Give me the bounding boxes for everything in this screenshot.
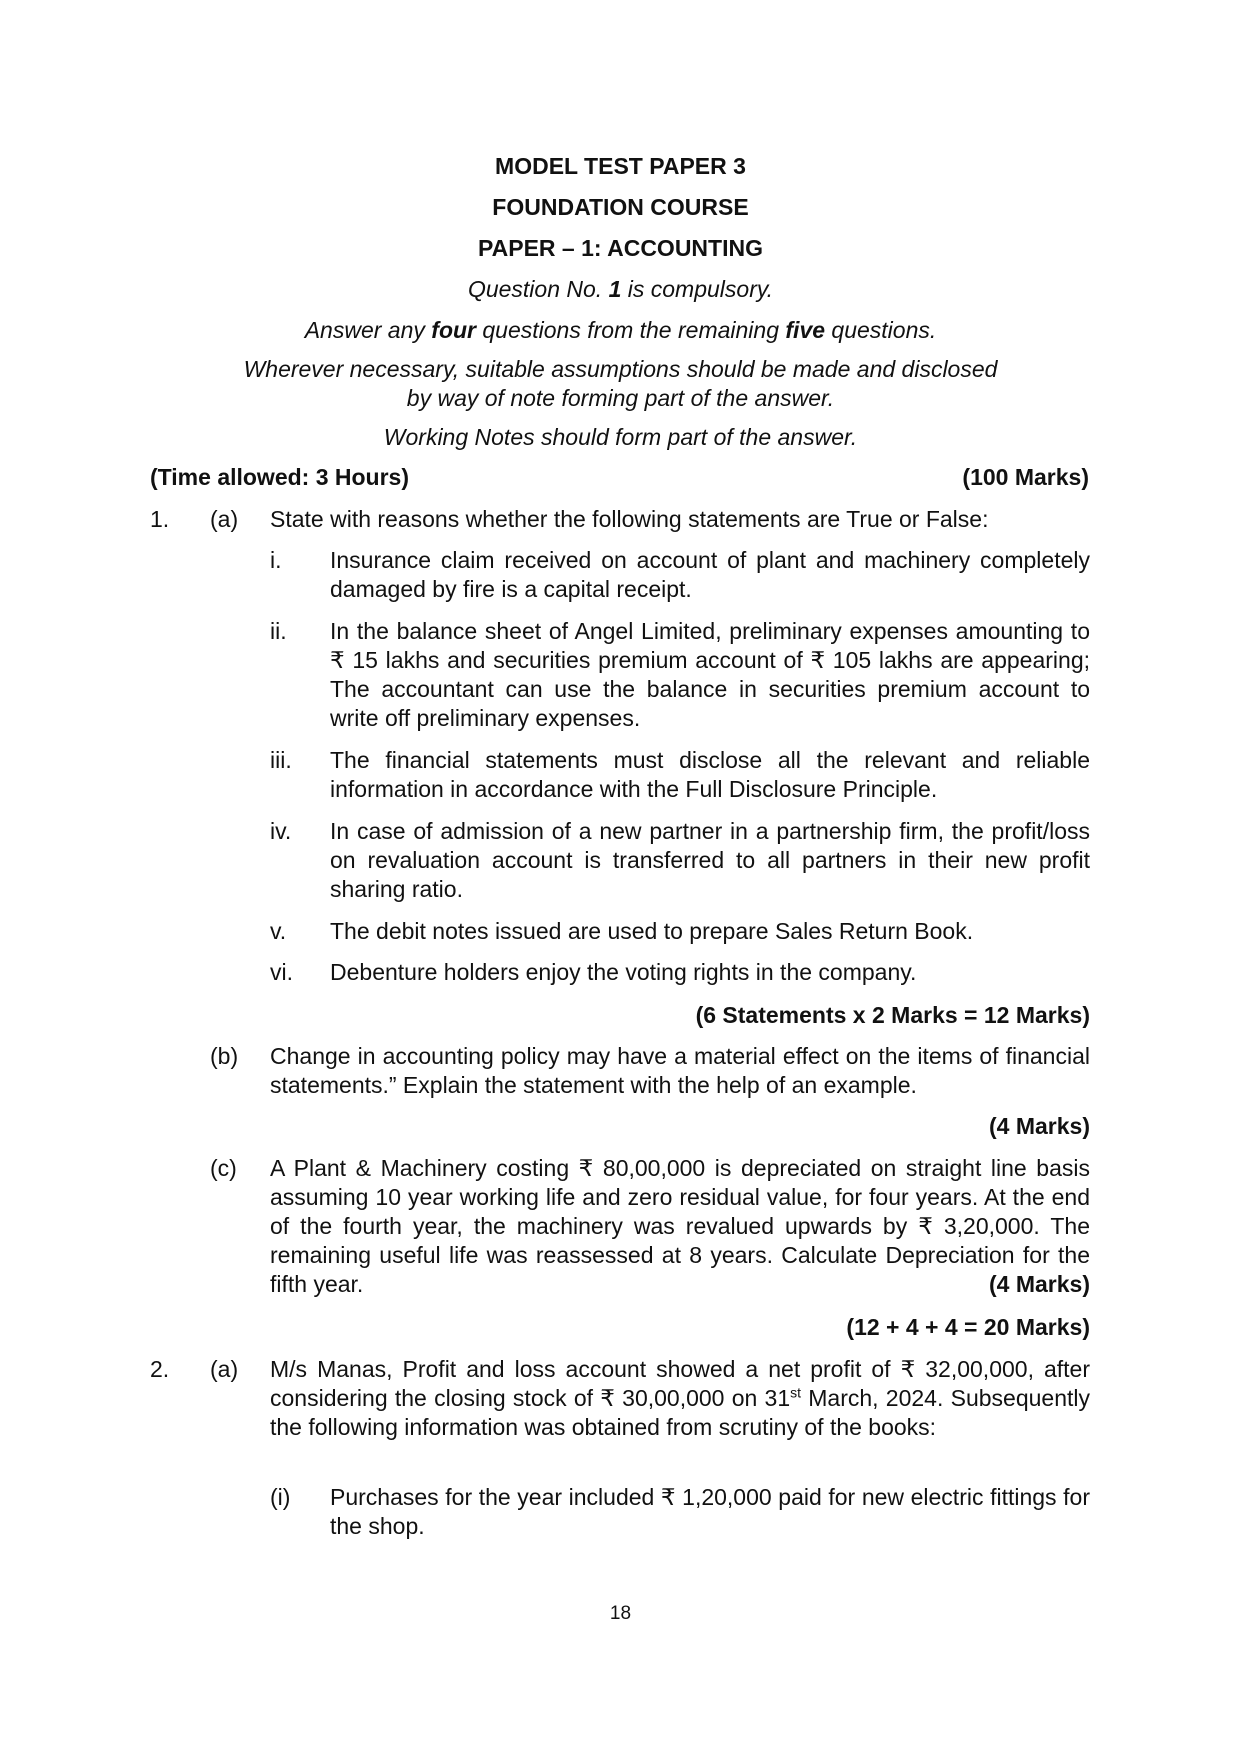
q1a-text: State with reasons whether the following statements are True or False: <box>270 506 989 532</box>
instruction-assumptions-line1: Wherever necessary, suitable assumptions should be made and disclosed <box>243 356 998 382</box>
q1a-item-number: iii. <box>270 747 292 773</box>
q1a-item-number: i. <box>270 547 282 573</box>
question-number-1: 1. <box>150 506 170 532</box>
q1a-item-number: iv. <box>270 818 292 844</box>
q1a-item-text: The debit notes issued are used to prepare Sales Return Book. <box>330 918 974 944</box>
instruction-working-notes: Working Notes should form part of the answer. <box>383 424 858 450</box>
q1c-text: A Plant & Machinery costing ₹ 80,00,000 is depreciated on straight line basis assuming 10 year working life and zero residual value, for four years. At the end of the fourth year, the machinery was revalued upwards by ₹ 3,20,000. The remaining useful life was reassessed at 8 years. Calculate Depreciation for the fifth year. <box>270 1155 1090 1297</box>
paper-title: MODEL TEST PAPER 3 <box>495 153 746 179</box>
course-title: FOUNDATION COURSE <box>492 194 749 220</box>
q1-total-marks: (12 + 4 + 4 = 20 Marks) <box>846 1314 1090 1340</box>
q1a-item-text: Insurance claim received on account of plant and machinery completely damaged by fire is a capital receipt. <box>330 547 1090 602</box>
time-allowed: (Time allowed: 3 Hours) <box>150 464 410 490</box>
q2a-label: (a) <box>210 1356 239 1382</box>
q2a-item-number: (i) <box>270 1484 291 1510</box>
total-marks: (100 Marks) <box>962 464 1089 490</box>
q1a-item-text: The financial statements must disclose all the relevant and reliable information in accordance with the Full Disclosure Principle. <box>330 747 1090 802</box>
instruction-compulsory: Question No. 1 is compulsory. <box>467 276 774 302</box>
q1a-item-number: vi. <box>270 959 293 985</box>
q1b-label: (b) <box>210 1043 239 1069</box>
q1c-label: (c) <box>210 1155 237 1181</box>
page-number: 18 <box>609 1603 632 1624</box>
q1a-item-text: In case of admission of a new partner in a partnership firm, the profit/loss on revaluation account is transferred to all partners in their new profit sharing ratio. <box>330 818 1090 902</box>
q1c-marks: (4 Marks) <box>989 1271 1090 1297</box>
q1a-label: (a) <box>210 506 239 532</box>
instruction-answer-four: Answer any four questions from the remaining five questions. <box>304 317 937 343</box>
q1a-item-number: v. <box>270 918 287 944</box>
q1a-item-text: Debenture holders enjoy the voting rights in the company. <box>330 959 917 985</box>
instruction-assumptions-line2: by way of note forming part of the answer. <box>406 385 835 411</box>
q1b-text: Change in accounting policy may have a material effect on the items of financial statements.” Explain the statement with the help of an example. <box>270 1043 1090 1098</box>
q1a-item-number: ii. <box>270 618 287 644</box>
q1a-item-text: In the balance sheet of Angel Limited, preliminary expenses amounting to ₹ 15 lakhs and securities premium account of ₹ 105 lakhs are appearing; The accountant can use the balance in securities premium account to write off preliminary expenses. <box>330 618 1090 731</box>
q1b-marks: (4 Marks) <box>989 1113 1090 1139</box>
q2a-text: M/s Manas, Profit and loss account showed a net profit of ₹ 32,00,000, after considering the closing stock of ₹ 30,00,000 on 31st March, 2024. Subsequently the following information was obtained from scrutiny of the books: <box>270 1356 1090 1440</box>
q1a-marks: (6 Statements x 2 Marks = 12 Marks) <box>695 1002 1090 1028</box>
q2a-item-text: Purchases for the year included ₹ 1,20,000 paid for new electric fittings for the shop. <box>330 1484 1090 1539</box>
paper-subject: PAPER – 1: ACCOUNTING <box>478 235 763 261</box>
question-number-2: 2. <box>150 1356 170 1382</box>
